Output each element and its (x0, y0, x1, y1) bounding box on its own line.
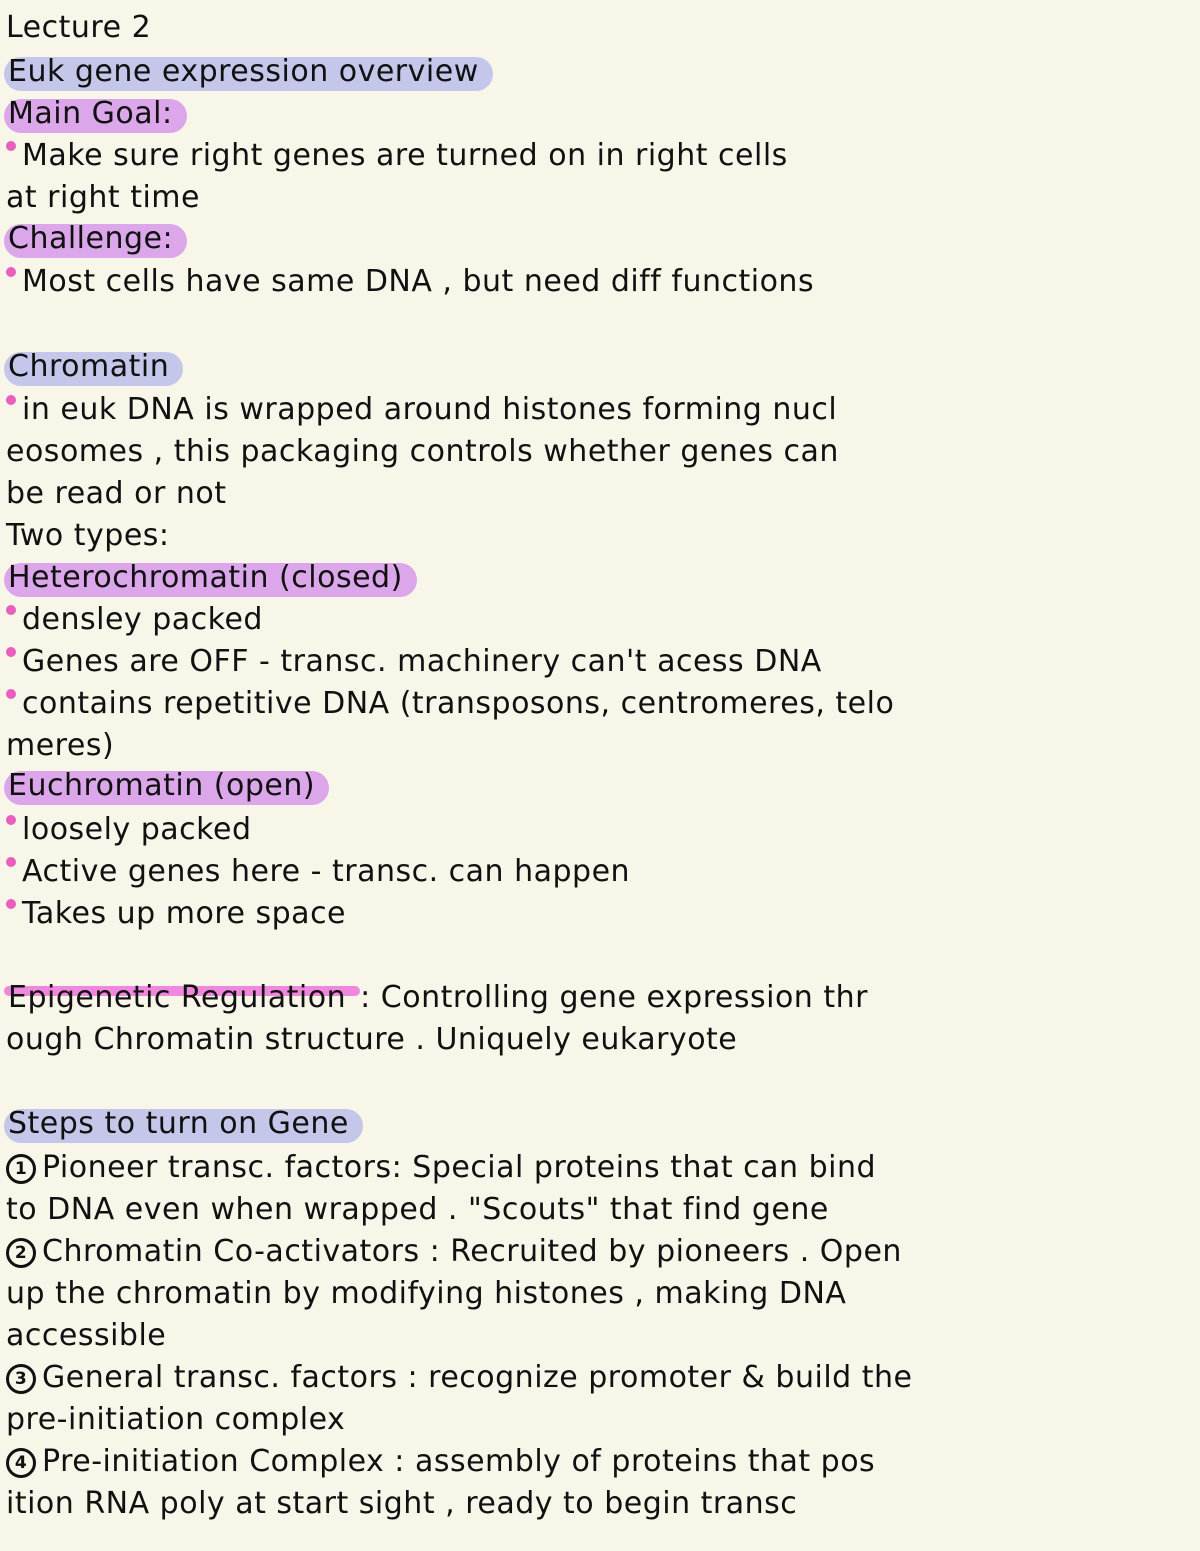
main-goal-heading: Main Goal: (4, 94, 187, 134)
step-line: 2 Chromatin Co-activators : Recruited by pioneers . Open (6, 1232, 902, 1274)
two-types-label: Two types: (6, 518, 170, 553)
chromatin-heading: Chromatin (4, 347, 183, 387)
euchromatin-line: Active genes here - transc. can happen (6, 852, 630, 894)
step-line: up the chromatin by modifying histones , making DNA (6, 1276, 847, 1311)
step-number-marker: 2 (6, 1238, 36, 1268)
step-number-marker: 4 (6, 1448, 36, 1478)
lecture-label: Lecture 2 (6, 10, 152, 45)
bullet-dot (6, 647, 16, 657)
step-number-marker: 1 (6, 1154, 36, 1184)
step-line: ition RNA poly at start sight , ready to begin transc (6, 1486, 798, 1521)
page-title: Euk gene expression overview (4, 52, 493, 92)
step-line: accessible (6, 1318, 167, 1353)
bullet-dot (6, 605, 16, 615)
heterochromatin-line: contains repetitive DNA (transposons, centromeres, telo (6, 684, 894, 726)
euchromatin-heading: Euchromatin (open) (4, 766, 329, 806)
epigenetic-line: Epigenetic Regulation : Controlling gene expression thr (6, 978, 868, 1020)
challenge-heading: Challenge: (4, 219, 187, 259)
step-number-marker: 3 (6, 1364, 36, 1394)
bullet-dot (6, 395, 16, 405)
bullet-dot (6, 689, 16, 699)
bullet-dot (6, 141, 16, 151)
heterochromatin-line: densley packed (6, 600, 263, 642)
epigenetic-line: ough Chromatin structure . Uniquely eukaryote (6, 1022, 738, 1057)
euchromatin-line: Takes up more space (6, 894, 346, 936)
main-goal-line: at right time (6, 180, 200, 215)
epigenetic-heading: Epigenetic Regulation (4, 978, 360, 1018)
heterochromatin-line: Genes are OFF - transc. machinery can't acess DNA (6, 642, 822, 684)
bullet-dot (6, 815, 16, 825)
challenge-line: Most cells have same DNA , but need diff functions (6, 262, 814, 304)
step-line: pre-initiation complex (6, 1402, 346, 1437)
step-line: 1 Pioneer transc. factors: Special proteins that can bind (6, 1148, 876, 1190)
steps-heading: Steps to turn on Gene (4, 1104, 363, 1144)
heterochromatin-heading: Heterochromatin (closed) (4, 558, 417, 598)
bullet-dot (6, 857, 16, 867)
heterochromatin-line: meres) (6, 728, 115, 763)
step-line: to DNA even when wrapped . "Scouts" that find gene (6, 1192, 829, 1227)
step-line: 3 General transc. factors : recognize promoter & build the (6, 1358, 912, 1400)
chromatin-line: be read or not (6, 476, 227, 511)
chromatin-line: in euk DNA is wrapped around histones forming nucl (6, 390, 837, 432)
bullet-dot (6, 899, 16, 909)
main-goal-line: Make sure right genes are turned on in right cells (6, 136, 788, 178)
bullet-dot (6, 267, 16, 277)
euchromatin-line: loosely packed (6, 810, 251, 852)
step-line: 4 Pre-initiation Complex : assembly of proteins that pos (6, 1442, 875, 1484)
chromatin-line: eosomes , this packaging controls whether genes can (6, 434, 839, 469)
